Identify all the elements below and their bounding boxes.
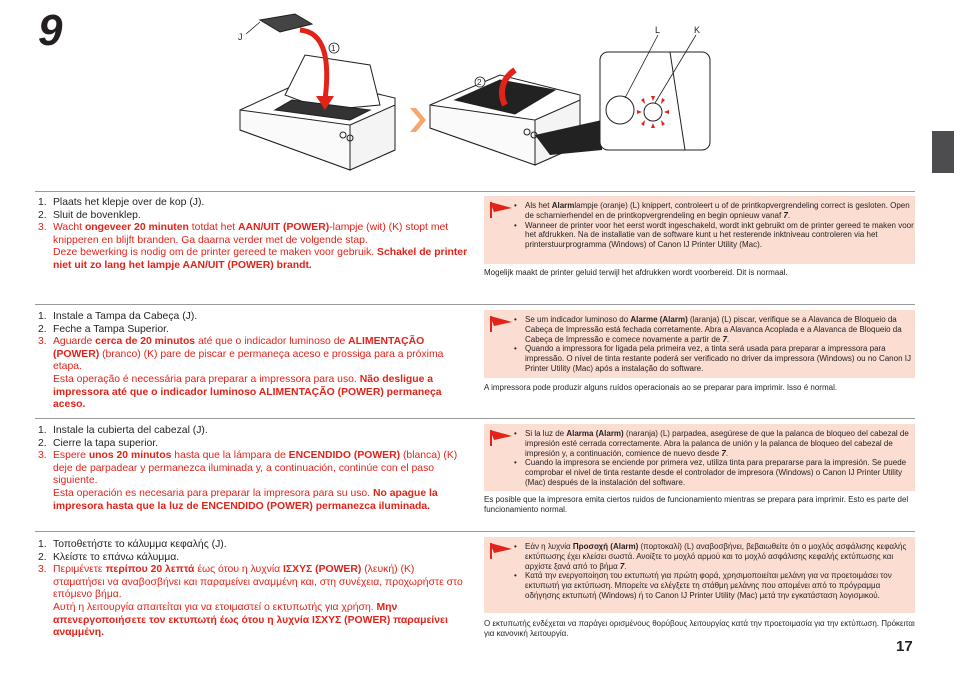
step-text: Espere <box>53 450 89 462</box>
alarm-lamp-l <box>606 96 634 124</box>
caution-item <box>484 571 915 600</box>
step-text: Instale a Tampa da Cabeça (J). <box>53 311 198 322</box>
step-text: totdat het <box>188 222 238 234</box>
step-ref: 7 <box>722 334 727 344</box>
step-num: 2. <box>38 209 47 221</box>
step-item-note <box>38 247 468 272</box>
instruction-block <box>38 311 468 412</box>
caution-text: Εάν η λυχνία <box>525 542 573 551</box>
info-note: Es posible que la impresora emita ciertos ruidos de funcionamiento mientras se prepara para imprimir. Esto es parte del funcionamiento normal. <box>484 495 909 515</box>
step-emphasis: περίπου 20 λεπτά <box>105 564 195 576</box>
printer-open-lid <box>240 55 395 170</box>
caution-item <box>484 458 915 487</box>
step-item <box>38 197 468 210</box>
step-text: Aguarde <box>53 336 96 348</box>
instruction-block <box>38 425 468 513</box>
divider <box>35 531 915 532</box>
step-num: 1. <box>38 197 47 208</box>
power-lamp-k <box>644 103 662 121</box>
caution-item <box>484 429 915 458</box>
step-num: 2. <box>38 323 47 335</box>
step-item-wait <box>38 222 468 247</box>
callout-j: J <box>238 32 243 42</box>
caution-item <box>484 315 915 344</box>
caution-text: Wanneer de printer voor het eerst wordt ingeschakeld, wordt inkt gebruikt om de printer gereed te maken voor het afdrukken. Na de installatie van de software kunt u het resterende inktniveau controleren via het printerstuurprogramma (Windows) of Canon IJ Printer Utility (Mac). <box>525 220 914 250</box>
step-text: Feche a Tampa Superior. <box>53 323 169 335</box>
step-emphasis: unos 20 minutos <box>88 450 172 462</box>
caution-text: . <box>787 210 791 220</box>
step-text: Κλείστε το επάνω κάλυμμα. <box>53 551 180 563</box>
info-note: Mogelijk maakt de printer geluid terwijl het afdrukken wordt voorbereid. Dit is normaal. <box>484 268 788 277</box>
step-text: (branco) (K) pare de piscar e permaneça aceso e prossiga para a próxima etapa. <box>53 348 444 373</box>
step-text: (λευκή) (K) σταματήσει να αναβοσβήνει και παραμείνει αναμμένη και, στη συνέχεια, προχωρήστε στο επόμενο βήμα. <box>53 564 463 601</box>
caution-emphasis: Alarme (Alarm) <box>630 315 688 324</box>
caution-text: (laranja) (L) piscar, verifique se a Alavanca de Bloqueio da Cabeça de Impressão está fechada corretamente. Abra a Alavanca Acoplada e a Alavanca de Bloqueio da Cabeça de Impressão e comece novamente a partir de <box>525 315 902 344</box>
step-text: έως ότου η λυχνία <box>194 564 284 576</box>
caution-text: (πορτοκαλί) (L) αναβοσβήνει, βεβαιωθείτε ότι ο μοχλός ασφάλισης κεφαλής εκτύπωσης έχει κλείσει σωστά. Ανοίξτε το μοχλό αρμού και το μοχλό ασφάλισης κεφαλής εκτύπωσης και αρχίστε ξανά από το βήμα <box>525 542 907 571</box>
caution-text: Quando a impressora for ligada pela primeira vez, a tinta será usada para preparar a impressora para impressão. O nível de tinta restante poderá ser verificado no driver da impressora (Windows) ou no Canon IJ Printer Utility (Mac) após a instalação do software. <box>525 344 911 373</box>
step-item-note <box>38 602 468 640</box>
next-chevron <box>410 108 426 132</box>
instruction-block <box>38 539 468 640</box>
step-text: hasta que la lámpara de <box>171 450 289 462</box>
step-ref: 7 <box>783 210 788 220</box>
callout-k: K <box>694 25 701 35</box>
page-number: 17 <box>896 638 913 655</box>
step-num: 3. <box>38 564 47 576</box>
step-text: Esta operação é necessária para preparar a impressora para uso. <box>53 373 360 385</box>
step-text: Cierre la tapa superior. <box>53 437 159 449</box>
step-num: 3. <box>38 222 47 234</box>
caution-emphasis: Alarm <box>551 201 575 210</box>
step-item-note <box>38 488 468 513</box>
divider <box>35 304 915 305</box>
caution-text: Se um indicador luminoso do <box>525 315 631 324</box>
step-emphasis: ongeveer 20 minuten <box>84 222 189 234</box>
step-num: 2. <box>38 551 47 563</box>
step-item-wait <box>38 336 468 374</box>
caution-item <box>484 201 915 221</box>
step-item <box>38 210 468 223</box>
step-emphasis: ALIMENTAÇÃO (POWER) <box>53 336 425 360</box>
printer-illustration <box>230 10 720 190</box>
step-text: Περιμένετε <box>53 564 106 576</box>
caution-box <box>484 537 915 613</box>
divider <box>35 191 915 192</box>
step-item <box>38 438 468 451</box>
step-text: Plaats het klepje over de kop (J). <box>53 197 205 208</box>
step-ref: 7 <box>721 448 726 458</box>
step-number: 9 <box>38 6 63 55</box>
section-tab <box>932 131 954 173</box>
step-emphasis: ΙΣΧΥΣ (POWER) <box>283 564 362 576</box>
step-warning: Não desligue a impressora até que o indicador luminoso ALIMENTAÇÃO (POWER) permaneça aceso. <box>53 373 442 411</box>
callout-l: L <box>655 25 661 35</box>
caution-text: lampje (oranje) (L) knippert, controleert u of de printkopvergrendeling correct is gesloten. Open de scharnierhendel en de printkopvergrendeling en begin opnieuw vanaf <box>525 201 910 220</box>
caution-text: Als het <box>525 201 552 210</box>
step-text: Wacht <box>53 222 85 234</box>
caution-item <box>484 344 915 373</box>
callout-one: 1 <box>331 44 336 53</box>
step-item-wait <box>38 564 468 602</box>
step-num: 3. <box>38 450 47 462</box>
caution-box <box>484 196 915 264</box>
step-item <box>38 311 468 324</box>
step-text: (blanca) (K) deje de parpadear y permanezca iluminada y, a continuación, continúe con el paso siguiente. <box>53 450 458 487</box>
caution-text: Cuando la impresora se enciende por primera vez, utiliza tinta para prepararse para la impresión. Se puede comprobar el nivel de tinta restante desde el controlador de impresora (Windows) o Canon IJ Printer Utility (Mac) después de la instalación del software. <box>525 458 907 487</box>
step-warning: No apague la impresora hasta que la luz de ENCENDIDO (POWER) permanezca iluminada. <box>53 487 438 512</box>
caution-text: Si la luz de <box>525 429 567 438</box>
caution-text: (naranja) (L) parpadea, asegúrese de que la palanca de bloqueo del cabezal de impresión esté cerrada correctamente. Abra la palanca de unión y la palanca de bloqueo del cabezal de impresión y, a continuación, comience de nuevo desde <box>525 429 909 458</box>
caution-emphasis: Alarma (Alarm) <box>566 429 624 438</box>
step-warning: Μην απενεργοποιήσετε τον εκτυπωτή έως ότου η λυχνία ΙΣΧΥΣ (POWER) παραμείνει αναμμένη. <box>53 601 448 639</box>
step-item <box>38 539 468 552</box>
step-text: Αυτή η λειτουργία απαιτείται για να ετοιμαστεί ο εκτυπωτής για χρήση. <box>53 601 377 613</box>
step-num: 1. <box>38 425 47 436</box>
info-note: A impressora pode produzir alguns ruídos operacionais ao se preparar para imprimir. Isso é normal. <box>484 383 838 392</box>
caution-text: . <box>624 561 627 571</box>
step-text: Deze bewerking is nodig om de printer gereed te maken voor gebruik. <box>53 247 378 259</box>
step-text: Instale la cubierta del cabezal (J). <box>53 425 208 436</box>
step-text: Τοποθετήστε το κάλυμμα κεφαλής (J). <box>53 539 227 550</box>
caution-text: . <box>726 334 730 344</box>
step-emphasis: ENCENDIDO (POWER) <box>288 450 401 462</box>
caution-text: . <box>725 448 729 458</box>
step-num: 3. <box>38 336 47 348</box>
instruction-block <box>38 197 468 273</box>
step-emphasis: AAN/UIT (POWER) <box>238 222 330 234</box>
zoom-detail <box>600 52 710 150</box>
step-emphasis: cerca de 20 minutos <box>95 336 196 348</box>
caution-item <box>484 542 915 571</box>
step-text: -lampje (wit) (K) stopt met knipperen en blijft branden. Ga daarna verder met de volgende stap. <box>53 222 449 246</box>
step-text: Sluit de bovenklep. <box>53 209 141 221</box>
step-num: 1. <box>38 311 47 322</box>
step-text: até que o indicador luminoso de <box>195 336 349 348</box>
step-item <box>38 552 468 565</box>
caution-box <box>484 310 915 378</box>
callout-two: 2 <box>477 78 482 87</box>
step-item <box>38 324 468 337</box>
divider <box>35 418 915 419</box>
step-num: 2. <box>38 437 47 449</box>
caution-box <box>484 424 915 491</box>
step-num: 1. <box>38 539 47 550</box>
caution-emphasis: Προσοχή (Alarm) <box>572 542 639 551</box>
step-warning: Schakel de printer niet uit zo lang het lampje AAN/UIT (POWER) brandt. <box>53 247 468 271</box>
step-text: Esta operación es necesaria para preparar la impresora para su uso. <box>53 487 373 499</box>
caution-text: Κατά την ενεργοποίηση του εκτυπωτή για πρώτη φορά, χρησιμοποιείται μελάνη για να προετοιμάσει τον εκτυπωτή για εκτύπωση. Μπορείτε να ελέγξετε τη στάθμη μελάνης που απομένει από το πρόγραμμα οδήγησης εκτυπωτή (Windows) ή το Canon IJ Printer Utility (Mac) μετά την εγκατάσταση λογισμικού. <box>525 571 892 600</box>
step-item-note <box>38 374 468 412</box>
caution-item <box>484 221 915 250</box>
step-item <box>38 425 468 438</box>
info-note: Ο εκτυπωτής ενδέχεται να παράγει ορισμένους θορύβους λειτουργίας κατά την προετοιμασία για την εκτύπωση. Πρόκειται για κανονική λειτουργία. <box>484 619 915 639</box>
step-ref: 7 <box>619 561 625 571</box>
step-item-wait <box>38 450 468 488</box>
